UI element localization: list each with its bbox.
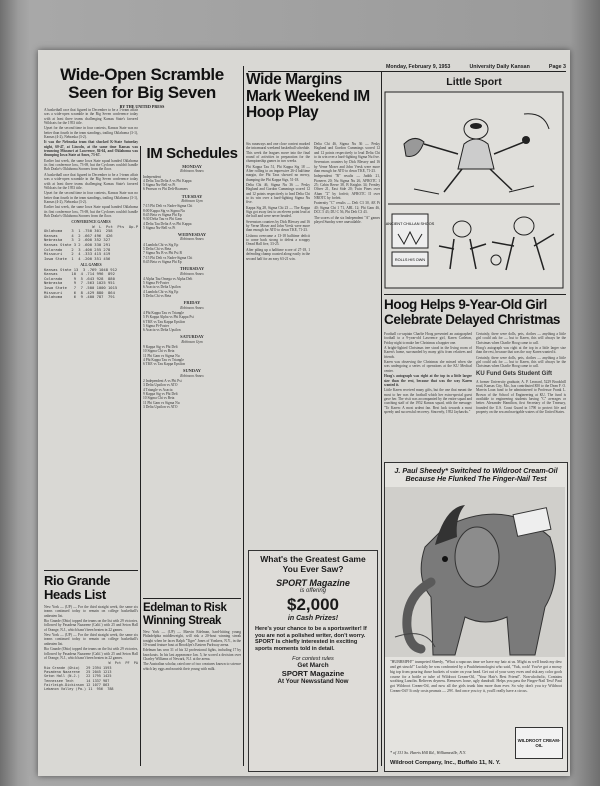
main-story (44, 66, 240, 111)
hoog-paragraph: Certainly, there were dolls, pets, clothes — anything a little girl could ask for — but to Karen, this will always be the Christmas when Charlie Hoog came to call. (476, 332, 566, 345)
im-game: 6 TKE vs Tau Kappa Epsilon (143, 362, 186, 367)
sheedy-body: "HUBBMPH!" trumpeted Sheedy, "What a rapscass time we have my hair at us. Might as well brush my dew and get struck!" Luckily he was confronted by a Paulchetonologist who said, "Yuk, cock! You've got a mossy big top from pouring those buckets of water on your head. Get out of your sorry ewes and risk any color gooh course for a bottle or tube of Wildroot Cream-Oil, "Your Hair's Best Friend". Non-alcoholic, Contains soothing Lanolin. Relieves dryness. Removes loose, ugly dandruff. Helps you pass the Finger-Nail Test! Paul got Wildroot Cream-Oil, and now all the girls trunk him more than ever. So why don't you try Wildroot Cream-Oil? It only costs peanuts — 29¢. And once you try it, you'll really have a circus. (390, 660, 562, 693)
cartoon-title: Little Sport (446, 76, 502, 88)
little-sport-cartoon (384, 74, 564, 289)
hoog-headline: Hoog Helps 9-Year-Old Girl Celebrate Delayed Christmas (384, 297, 561, 327)
cartoon-sign-2: ROLLS HIS OWN (394, 258, 426, 262)
main-story-column-1 (44, 108, 138, 300)
im-game: 4 Lambda Chi vs Sig Ep (143, 242, 179, 247)
wildroot-bottle: WILDROOT CREAM-OIL (515, 727, 563, 759)
im-day: SUNDAY (183, 368, 201, 374)
im-game: 3 Delta Upsilon vs ATO (143, 404, 178, 409)
wildroot-ad (384, 462, 568, 772)
standings-row: Oklahoma 3 1 .750 301 258 (44, 228, 113, 234)
im-game: 11 Phi Gam vs Sigma Nu (143, 400, 180, 405)
wide-margins-col-2 (314, 142, 380, 225)
hoog-paragraph: Football co-captain Charlie Hoog presented an autographed football to a 9-year-old Lawrence girl, Karen Carleton, Friday night to make her Christmas a happier one. (384, 332, 472, 345)
standings-table (44, 225, 138, 262)
wm-paragraph: Phi Kappa Tau 51, Phi Kappa Sig 18 — After rolling to an impressive 26-4 halftime margin, the Phi Taus showed no mercy, thumping the Phi Kappa Sigs, 51-18. (246, 164, 310, 182)
im-game: 9 Kappa Sig vs Phi Delt (143, 344, 178, 349)
hoog-col-2 (476, 332, 566, 415)
wm-paragraph: After piling up a halftime score of 27-18, 1 defending champ coasted along easily in the second half for an easy 63-21 win. (246, 247, 310, 261)
sport-ad-body: Here's your chance to be a sportswriter! If you are not a polished writer, don't worry. SPORT is chiefly interested in exciting sports moments told in detail. (255, 626, 367, 652)
all-games-row: Colorado 9 5 .643 928 880 (44, 275, 115, 281)
wm-paragraph: The scores of the six Independent "A" games played Sunday were unavailable. (314, 215, 380, 224)
wm-paragraph: Sevenstars counters by Dick Blessey and 16 by Verne Moser and John Vresk were more than enough for ATO to down TKE, 71-23. (314, 160, 380, 173)
im-game: 4 Delta Tau Delta A vs Phi Kappa (143, 221, 192, 226)
sport-ad-cta-1: Get March (297, 662, 329, 670)
im-day: TUESDAY (181, 193, 203, 199)
header-date: Monday, February 9, 1953 (386, 64, 451, 70)
edelman-paragraph: The Australian scholar, rated one of two creatures known to science which lay eggs and nourish their young with milk. (143, 662, 241, 671)
wide-margins-story (246, 72, 380, 122)
kufund-text: A former University graduate, A. P. Leonard, 5229 Brookhill road, Kansas City, Mo., has contributed $50 to the Dean F. O. Marvin Loan fund to be administered to Professor Frank L. Brown of the School of Engineering at KU. The fund is available to engineering students having "C" averages or better. Alexander Hamilton, first Secretary of the Treasury, founded the U.S. Coast Guard in 1790 to protect life and property on the sea and navigable waters of the United States. (476, 379, 566, 414)
im-game: 5 Sigma Pi-Foster (143, 281, 169, 286)
hoog-paragraph: Little Karen received many gifts, but the one that meant the most to her was the football which her extra-special guest gave her. The visit was accompanied by the entire squad and coaching staff of the 1952 Kansas squad, with the message: "To Karen: A most ardent fan. Best luck towards a most speedy and successful recovery. Sincerely, 1952 Jayhawks." (384, 388, 472, 414)
im-game: Independent (143, 174, 161, 179)
rio-table-header: W Pct PF PA (108, 661, 138, 666)
im-game: 9 Kappa Sig vs Phi Delt (143, 391, 178, 396)
sheedy-footer: * of 131 So. Harris Hill Rd., Williamsville, N.Y. (390, 750, 466, 755)
edelman-story (143, 598, 241, 672)
im-gym: Robinson Annex (180, 271, 204, 276)
im-day: FRIDAY (183, 300, 201, 306)
rio-table-row: Fairleigh-Dickinson 12 1077 863 (44, 682, 110, 687)
im-game: 2 Independent A vs Phi Psi (143, 379, 182, 384)
im-game: 5 Delta Chi vs Beta (143, 294, 172, 299)
all-games-row: Kansas 10 4 .714 996 892 (44, 271, 115, 277)
sport-magazine-ad (248, 550, 378, 772)
all-games-row: Nebraska 9 7 .563 1025 951 (44, 280, 115, 286)
rio-table-row: Rio Grande (Ohio) 29 2394 1593 (44, 665, 112, 670)
sport-ad-brand: SPORT Magazine (276, 578, 350, 588)
story-divider (44, 570, 138, 571)
im-game: 4 Triangle vs Acacia (143, 387, 173, 392)
im-game: 5 Pi Kappa Alpha vs Phi Kappa Psi (143, 315, 194, 320)
im-game: 10 Sigma Chi vs Beta (143, 349, 175, 354)
im-gym: Robinson Annex (180, 305, 204, 310)
main-paragraph: It was the Nebraska team that shocked K-State Saturday night, 60-47, at Lincoln, at the same time Kansas was trouncing Missouri at Lawrence, 84-64, and Oklahoma was thumping Iowa State at Ames, 73-67. (44, 140, 138, 158)
rio-paragraph: Rio Grande (Ohio) topped the teams on the list with 29 victories, followed by Pasadena Nazarene (Calif.) with 25 and Seton Hall of Orange, N.J., which hasn't been beaten in 22 games. (44, 647, 138, 660)
edelman-body (143, 630, 241, 671)
im-game: 11 Phi Gam vs Sigma Nu (143, 353, 180, 358)
story-divider (143, 598, 241, 599)
im-day: WEDNESDAY (177, 232, 207, 238)
main-paragraph: Upset for the second time in four contests, Kansas State was no better than fourth in the team standings, trailing Oklahoma (3-1), Kansas (4-2), Nebraska (3-2). (44, 191, 138, 204)
column-rule (243, 66, 244, 766)
im-day: THURSDAY (179, 266, 205, 272)
standings-row: Colorado 2 3 .400 255 278 (44, 246, 111, 252)
main-byline: BY THE UNITED PRESS (119, 104, 165, 109)
hoog-paragraph: Hoog's autograph was right at the top in a little larger size than the rest, because that was the way Karen wanted it. (384, 374, 472, 387)
hoog-paragraph: Certainly, there were dolls, pets, clothes — anything a little girl could ask for — but to Karen, this will always be the Christmas when Charlie Hoog came to call. (476, 355, 566, 369)
im-game: 4 Phi Kappa Tau vs Triangle (143, 357, 184, 362)
all-games-table (44, 268, 138, 300)
sport-ad-contest: For contest rules (292, 656, 334, 663)
header-page: Page 3 (548, 64, 566, 70)
im-schedules (143, 146, 241, 409)
main-paragraph: Earlier last week, the same Iowa State squad handed Oklahoma its first conference loss, 73-69, but the Cyclones couldn't handle Bob Drake's Oklahoma Sooners from the floor. (44, 205, 138, 218)
standings-row: Missouri 2 4 .333 415 419 (44, 251, 111, 257)
im-gym: Robinson Gym (181, 199, 203, 204)
hoog-paragraph: A bright-lighted Christmas tree stood in the living room of Karen's home, surrounded by many gifts from relatives and friends. (384, 346, 472, 359)
im-gym: Robinson Annex (180, 237, 204, 242)
header-paper: University Daily Kansan (469, 64, 530, 70)
sport-ad-cash: in Cash Prizes! (287, 615, 339, 622)
im-game: 6 Acacia vs Delta Upsilon (143, 328, 181, 333)
elephant-illustration (385, 487, 565, 657)
standings-row: Kansas State 3 2 .600 330 291 (44, 241, 111, 247)
main-paragraph: A basketball race that figured in December to be a 1-team affair was a wide-open scramble in the Big Seven conference today with at least three teams challenging Kansas State's favored Wildcats for the 1953 title. (44, 172, 138, 190)
edelman-paragraph: Edelman has won 31 of his 32 professional fights, including 17 by knockouts. In his last appearance Jan. 5, he scored a decision over Charley Williams of Newark, N.J. at the arena. (143, 648, 241, 661)
im-game: 7:15 Phi Delt vs Nader-Sigma Chi (143, 255, 193, 260)
im-game: 5 Delta Chi vs Beta (143, 247, 172, 252)
im-game: 6 Pearson vs Phi Delt-Roamers (143, 187, 188, 192)
sport-ad-amount: $2,000 (287, 595, 339, 614)
edelman-paragraph: New York — (UP) — Marvin Edelman, hard-hitting young Philadelphia middleweight, will risk a 20-bout winning streak tonight when he faces Ralph "Tiger" Jones of Yonkers, N.Y., in the 10-round feature bout at Brooklyn's Eastern Parkway arena. (143, 630, 241, 647)
im-game: 6 TKE vs Tau Kappa Epsilon (143, 319, 186, 324)
wide-margins-headline: Wide Margins Mark Weekend IM Hoop Play (246, 71, 370, 121)
page-header (386, 64, 566, 70)
im-game: 5 Sigma Pi-Foster (143, 323, 169, 328)
im-game: 7:15 Phi Delt vs Nader-Sigma Chi (143, 204, 193, 209)
wm-paragraph: Kappa Sig 28, Sigma Chi 23 — The Kappa Sigs got away fast to an eleven point lead at the half and were never headed. (246, 205, 310, 219)
wm-paragraph: Delta Chi 46, Sigma Nu 36 — Pesky Hagland and Gordon Cummings scored 12 and 12 points respectively to lead Delta Chi to its win over a hard-fighting Sigma Nu five. (246, 183, 310, 205)
wm-paragraph: Fraternity "C" results — Delt C3 30, AE Pi 40; Sigma Chi 1 71, ABL 12; Phi Gam 46, DCC 5 43; DU C 56, Phi Delt C3 43. (314, 201, 380, 215)
im-game: 8:00 Kappa Sig vs Sigma Nu (143, 208, 185, 213)
kufund-headline: KU Fund Gets Student Gift (476, 370, 552, 377)
wm-paragraph: Six runaways and one close contest marked the intramural weekend basketball schedule. This week the leagues move into the final round of activities in preparation for the championship games in two weeks. (246, 142, 310, 164)
hoog-paragraph: Karen was observing the Christmas she missed when she was undergoing a series of operations at the KU Medical center. (384, 360, 472, 373)
column-rule (140, 146, 141, 766)
rio-table-row: Pasadena Nazarene 25 2045 1213 (44, 669, 112, 674)
rio-table-row: Tennessee Tech 14 1337 987 (44, 678, 110, 683)
rio-table-row: Seton Hall (N.J.) 22 1795 1425 (44, 674, 112, 679)
sport-ad-cta-2: SPORT Magazine (281, 669, 345, 679)
story-divider (384, 294, 566, 295)
im-game: 3 Delta Upsilon vs ATO (143, 383, 178, 388)
sport-ad-offer: is offering (299, 588, 326, 594)
rio-paragraph: New York — (UP) — For the third straight week, the same six teams continued today to remain on college basketball's unbeaten list. (44, 633, 138, 646)
im-game: 7 Sigma Nu B vs Phi Psi B (143, 251, 182, 256)
standings-header: W L Pct Pts Op.P (92, 223, 138, 229)
im-game: 4 Phi Kappa Tau vs Triangle (143, 310, 184, 315)
wm-paragraph: Independent "B" results — Judith 21, Pioneers 20; Nu Sigma Nu 26, AFROTC 1 25; Cabin Reese 38, B Knights 34; Fernley Oliver 21, East Side 20; Twin Pines over Alum "2" by forfeit; AFROTC II over NROTC by forfeit. (314, 174, 380, 200)
sheedy-headline: J. Paul Sheedy* Switched to Wildroot Cream-Oil Because He Flunked The Finger-Nail Test (394, 466, 558, 484)
rio-paragraph: New York — (UP) — For the third straight week, the same six teams continued today to remain on college basketball's unbeaten list. (44, 605, 138, 618)
im-gym: Robinson Annex (180, 169, 204, 174)
main-headline: Wide-Open Scramble Seen for Big Seven (60, 65, 224, 102)
rio-body (44, 605, 138, 660)
main-paragraph: Upset for the second time in four contests, Kansas State was no better than fourth in the team standings, trailing Oklahoma (3-1), Kansas (4-2), Nebraska (3-2). (44, 126, 138, 139)
im-game: 9:30 Delta Tau vs Phi Gam (143, 217, 182, 222)
im-list (143, 165, 241, 409)
wide-margins-col-1 (246, 142, 310, 262)
sport-ad-question: What's the Greatest Game You Ever Saw? (260, 554, 366, 574)
im-game: 8:45 Beta vs Sigma Phi Ep (143, 212, 182, 217)
edelman-headline: Edelman to Risk Winning Streak (143, 602, 227, 627)
wm-paragraph: Lisbona overcame a 13-18 halftime deficit to come back strong to defeat a scrappy Oread Hall five, 33-25. (246, 233, 310, 247)
im-game: 8:45 Beta vs Sigma Phi Ep (143, 259, 182, 264)
column-rule (381, 72, 382, 766)
im-game: 4 Alpha Tau Omega vs Alpha Delt (143, 276, 193, 281)
cartoon-drawing (384, 74, 564, 289)
im-game: 6 Acacia vs Delta Upsilon (143, 285, 181, 290)
im-game: 4 Delta Tau Delta A vs Phi Kappa (143, 178, 192, 183)
im-gym: Robinson Annex (180, 373, 204, 378)
im-gym: Robinson Gym (181, 339, 203, 344)
hoog-paragraph: Hoog's autograph was right at the top in a little larger size than the rest, because that was the way Karen wanted it. (476, 346, 566, 355)
standings-title: CONFERENCE GAMES (71, 220, 111, 225)
im-day: SATURDAY (180, 334, 204, 340)
wm-paragraph: Delta Chi 46, Sigma Nu 36 — Pesky Hagland and Gordon Cummings scored 12 and 12 points respectively to lead Delta Chi to its win over a hard-fighting Sigma Nu five. (314, 142, 380, 159)
im-day: MONDAY (182, 164, 202, 169)
hoog-col-1 (384, 332, 472, 415)
hoog-story (384, 294, 566, 327)
wildroot-company: Wildroot Company, Inc., Buffalo 11, N. Y. (390, 760, 501, 766)
rio-paragraph: Rio Grande (Ohio) topped the teams on the list with 29 victories, followed by Pasadena Nazarene (Calif.) with 25 and Seton Hall of Orange, N.J., which hasn't been beaten in 22 games. (44, 619, 138, 632)
all-games-row: Kansas State 13 3 .769 1048 912 (44, 266, 118, 272)
cartoon-sign-1: ANCIENT CHILLAN SHOOS (385, 222, 435, 226)
all-games-row: Iowa State 7 7 .500 1000 1015 (44, 284, 118, 290)
im-headline: IM Schedules (146, 145, 238, 162)
im-game: 10 Sigma Chi vs Beta (143, 396, 175, 401)
rio-grande-story (44, 570, 138, 691)
rio-headline: Rio Grande Heads List (44, 573, 111, 602)
all-games-row: Missouri 6 8 .429 880 864 (44, 289, 115, 295)
im-game: 5 Sigma Nu-Bell vs Pi (143, 183, 176, 188)
wm-paragraph: Sevenstars counters by Dick Blessey and 16 by Verne Moser and John Vresk were more than enough for ATO to down TKE, 71-23. (246, 219, 310, 233)
all-games-title: ALL GAMES (80, 263, 102, 268)
standings-row: Iowa State 1 4 .200 351 456 (44, 255, 111, 261)
all-games-row: Oklahoma 6 9 .400 787 791 (44, 294, 115, 300)
standings-row: Nebraska 3 2 .600 352 327 (44, 237, 111, 243)
im-game: 4 Lambda Chi vs Sig Ep (143, 289, 179, 294)
rio-table-row: Lebanon Valley (Pa.) 11 956 788 (44, 687, 114, 692)
rio-table (44, 661, 138, 691)
main-paragraph: Earlier last week, the same Iowa State squad handed Oklahoma its first conference loss, 73-69, but the Cyclones couldn't handle Bob Drake's Oklahoma Sooners from the floor. (44, 158, 138, 172)
sport-ad-cta-3: At Your Newsstand Now (277, 678, 349, 686)
standings-row: Kansas 4 2 .667 496 426 (44, 232, 113, 238)
im-game: 5 Sigma Nu-Bell vs Pi (143, 225, 176, 230)
main-paragraph: A basketball race that figured in December to be a 1-team affair was a wide-open scramble in the Big Seven conference today with at least three teams challenging Kansas State's favored Wildcats for the 1953 title. (44, 108, 138, 125)
newspaper-page (38, 50, 570, 776)
